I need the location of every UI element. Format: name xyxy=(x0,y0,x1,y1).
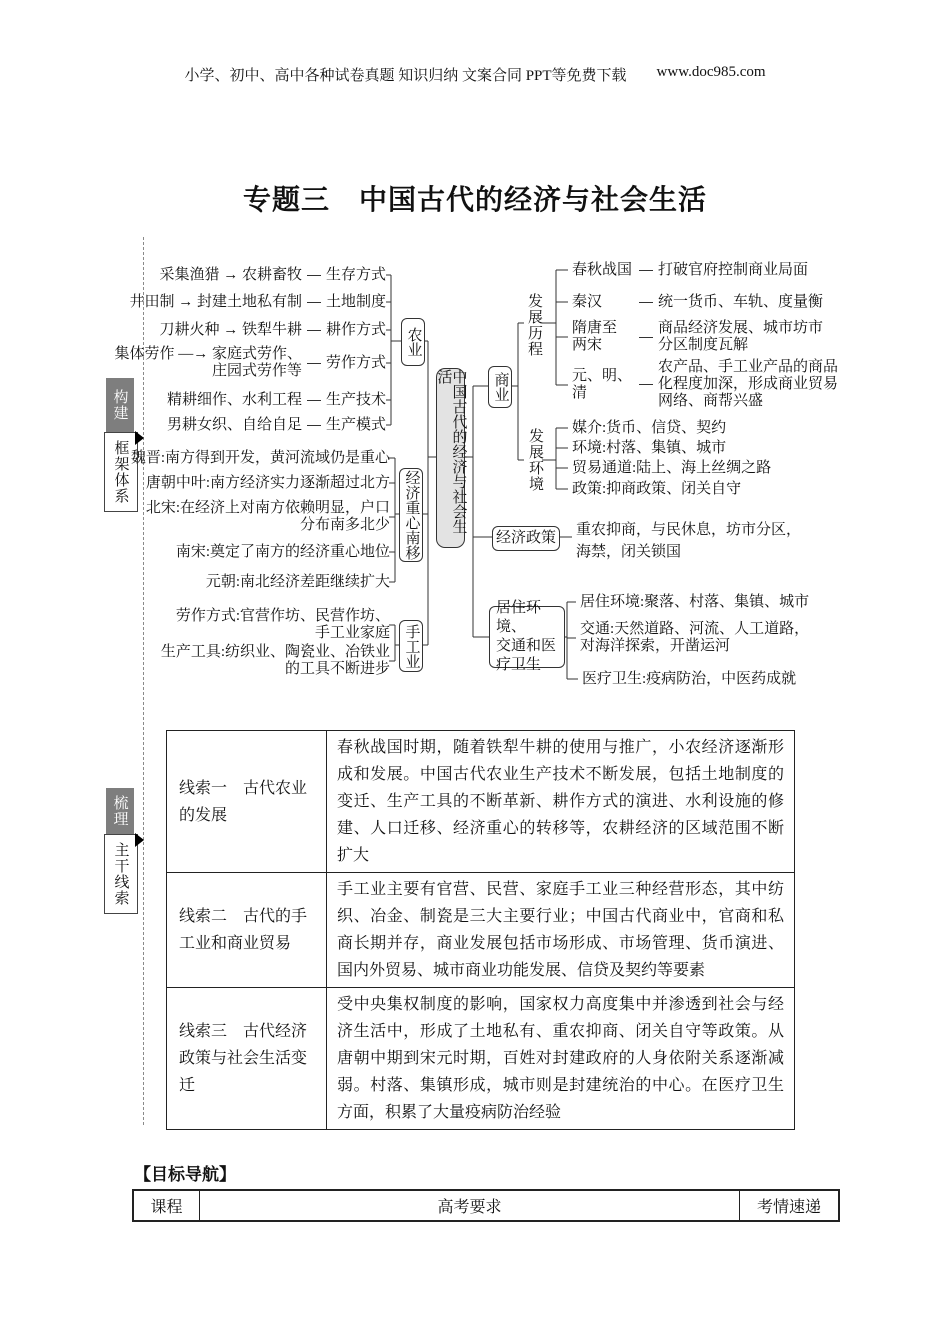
clue-body: 春秋战国时期，随着铁犁牛耕的使用与推广，小农经济逐渐形成和发展。中国古代农业生产技术不断发展，包括土地制度的变迁、生产工具的不断革新、耕作方式的演进、水利设施的修建、人口迁移、经济重心的转移等，农耕经济的区域范围不断扩大 xyxy=(327,731,795,873)
table-row xyxy=(167,988,795,1130)
mindmap-item xyxy=(131,448,390,468)
mindmap-item: 媒介:货币、信贷、契约 xyxy=(572,420,727,436)
node-living-line: 疗卫生 xyxy=(496,657,542,673)
item-text: 的工具不断进步 xyxy=(284,661,390,677)
clue-head: 线索二 古代的手工业和商业贸易 xyxy=(167,873,327,988)
desc-text: 化程度加深，形成商业贸易 xyxy=(658,376,839,392)
link-dash xyxy=(639,337,653,338)
mindmap-item: 贸易通道:陆上、海上丝绸之路 xyxy=(572,460,772,476)
node-handicraft xyxy=(399,620,423,672)
item-text: 男耕女织、自给自足 xyxy=(166,417,302,433)
label-development-environment xyxy=(525,428,545,498)
mindmap-item xyxy=(576,519,801,563)
link-dash xyxy=(307,302,321,303)
mindmap-item xyxy=(572,260,808,280)
mindmap-item: 政策:抑商政策、闭关自守 xyxy=(572,481,742,497)
clue-body: 手工业主要有官营、民营、家庭手工业三种经营形态，其中纺织、冶金、制瓷是三大主要行业；中国古代商业中，官商和私商长期并存，商业发展包括市场形成、市场管理、货币演进、国内外贸易、城市商业功能发展、信贷及契约等要素 xyxy=(327,873,795,988)
link-dash xyxy=(307,275,321,276)
desc-text: 网络、商帮兴盛 xyxy=(658,393,764,409)
sidebar-label-mainline-text: 主干线索 xyxy=(112,842,129,906)
mindmap-item xyxy=(146,500,390,534)
clue-head: 线索一 古代农业的发展 xyxy=(167,731,327,873)
nav-col-exam-requirements: 高考要求 xyxy=(200,1191,740,1220)
desc-text: 打破官府控制商业局面 xyxy=(658,262,809,278)
node-central xyxy=(436,368,465,548)
node-agriculture-text: 农业 xyxy=(405,327,422,357)
item-text: 南宋:奠定了南方的经济重心地位 xyxy=(175,544,390,560)
item-text: 集体劳作 —→ 家庭式劳作、 xyxy=(114,346,302,362)
mindmap-item xyxy=(572,320,823,354)
period-text: 两宋 xyxy=(572,337,603,353)
item-label: 生产模式 xyxy=(325,417,386,433)
period-text: 清 xyxy=(572,384,588,401)
clue-head: 线索三 古代经济政策与社会生活变迁 xyxy=(167,988,327,1130)
mindmap-item xyxy=(146,473,390,493)
period-text: 春秋战国 xyxy=(572,262,633,278)
item-text: 生产工具:纺织业、陶瓷业、冶铁业 xyxy=(160,644,390,660)
item-text: 井田制 → 封建土地私有制 xyxy=(129,294,302,310)
item-text: 魏晋:南方得到开发，黄河流域仍是重心 xyxy=(130,450,390,466)
link-dash xyxy=(307,363,321,364)
table-row xyxy=(167,731,795,873)
period-text: 隋唐至 xyxy=(572,320,618,336)
clue-body: 受中央集权制度的影响，国家权力高度集中并渗透到社会与经济生活中，形成了土地私有、重农抑商、闭关自守等政策。从唐朝中期到宋元时期，百姓对封建政府的人身依附关系逐渐减弱。村落、集镇形成，城市则是封建统治的中心。在医疗卫生方面，积累了大量疫病防治经验 xyxy=(327,988,795,1130)
node-commerce xyxy=(488,366,512,408)
desc-text: 农产品、手工业产品的商品 xyxy=(658,359,839,375)
mindmap-item xyxy=(176,542,390,562)
link-dash xyxy=(639,302,653,303)
item-label: 生产技术 xyxy=(325,392,386,408)
page-title: 专题三 中国古代的经济与社会生活 xyxy=(242,184,707,215)
nav-col-course: 课程 xyxy=(134,1191,200,1220)
mindmap-item xyxy=(159,265,386,285)
mindmap-item xyxy=(159,320,386,340)
link-dash xyxy=(307,400,321,401)
mindmap-item xyxy=(167,415,386,435)
item-text: 劳作方式:官营作坊、民营作坊、 xyxy=(175,608,390,624)
sidebar-tag-build-label: 构建 xyxy=(111,389,128,421)
sidebar-label-framework-text: 框架体系 xyxy=(112,440,129,504)
item-text: 唐朝中叶:南方经济实力逐渐超过北方 xyxy=(145,475,390,491)
item-text: 北宋:在经济上对南方依赖明显，户口 xyxy=(145,500,390,516)
item-label: 劳作方式 xyxy=(325,355,386,371)
node-economic-policy xyxy=(492,526,560,551)
desc-text: 统一货币、车轨、度量衡 xyxy=(658,294,824,310)
mindmap-item xyxy=(572,359,838,410)
node-economic-shift xyxy=(399,468,423,562)
table-row xyxy=(167,873,795,988)
label-development-history-text: 发展历程 xyxy=(526,293,542,357)
nav-col-exam-trends: 考情速递 xyxy=(756,1199,821,1216)
site-url: www.doc985.com xyxy=(656,64,766,80)
node-living xyxy=(489,600,565,673)
desc-text: 商品经济发展、城市坊市 xyxy=(658,320,824,336)
node-economic-shift-text: 经济重心南移 xyxy=(403,470,420,560)
node-handicraft-text: 手工业 xyxy=(403,623,420,669)
period-text: 秦汉 xyxy=(572,294,603,310)
goal-nav-heading: 【目标导航】 xyxy=(134,1165,236,1184)
desc-text: 分区制度瓦解 xyxy=(658,337,749,353)
node-commerce-text: 商业 xyxy=(492,372,509,402)
mindmap-item: 居住环境:聚落、村落、集镇、城市 xyxy=(580,594,810,610)
link-dash xyxy=(307,330,321,331)
item-text: 手工业家庭 xyxy=(314,625,390,641)
sidebar-tag-comb-label: 梳理 xyxy=(111,795,128,827)
mindmap-item xyxy=(167,390,386,410)
item-text: 海禁，闭关锁国 xyxy=(576,544,682,560)
node-agriculture xyxy=(401,318,425,366)
item-text: 交通:天然道路、河流、人工道路， xyxy=(580,621,810,637)
label-development-environment-text: 发展环境 xyxy=(527,428,543,492)
goal-nav-table xyxy=(132,1189,840,1222)
item-text: 庄园式劳作等 xyxy=(211,363,302,379)
item-text: 采集渔猎 → 农耕畜牧 xyxy=(159,267,302,283)
node-central-text: 中国古代的经济与社会生活 xyxy=(435,369,467,534)
link-dash xyxy=(639,270,653,271)
item-text: 精耕细作、水利工程 xyxy=(166,392,302,408)
node-economic-policy-text: 经济政策 xyxy=(495,530,556,546)
mindmap-item xyxy=(114,343,386,383)
node-living-line: 交通和医 xyxy=(496,638,557,654)
item-label: 耕作方式 xyxy=(325,322,386,338)
mindmap-item xyxy=(206,572,390,592)
period-text: 元、明、 xyxy=(572,367,633,384)
clues-table xyxy=(166,730,795,1130)
link-dash xyxy=(639,384,653,385)
item-text: 刀耕火种 → 铁犁牛耕 xyxy=(159,322,302,338)
promo-text: 小学、初中、高中各种试卷真题 知识归纳 文案合同 PPT等免费下载 xyxy=(184,68,627,84)
mindmap-item xyxy=(129,292,386,312)
link-dash xyxy=(307,425,321,426)
item-label: 土地制度 xyxy=(325,294,386,310)
node-living-line: 居住环境、 xyxy=(496,600,542,635)
mindmap-item xyxy=(176,608,390,642)
item-text: 元朝:南北经济差距继续扩大 xyxy=(205,574,390,590)
item-text: 分布南多北少 xyxy=(299,517,390,533)
mindmap-item xyxy=(580,621,809,655)
item-text: 重农抑商，与民休息，坊市分区， xyxy=(576,522,802,538)
mindmap-item xyxy=(572,292,823,312)
mindmap-item: 医疗卫生:疫病防治，中医药成就 xyxy=(582,671,797,687)
mindmap-item: 环境:村落、集镇、城市 xyxy=(572,440,727,456)
item-text: 对海洋探索，开凿运河 xyxy=(580,638,731,654)
mindmap-item xyxy=(161,644,390,678)
item-label: 生存方式 xyxy=(325,267,386,283)
label-development-history xyxy=(524,293,544,363)
